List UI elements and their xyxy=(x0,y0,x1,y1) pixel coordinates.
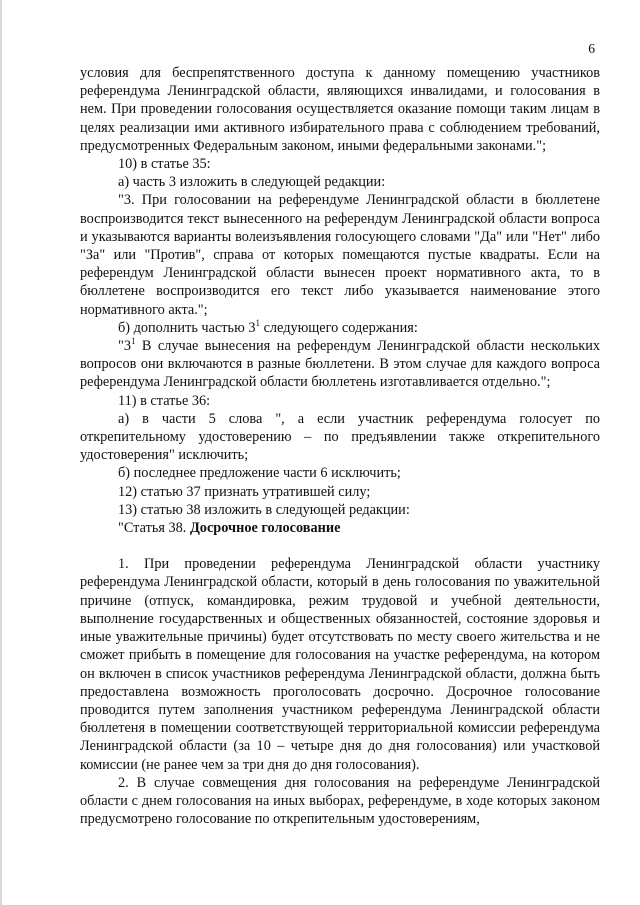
paragraph: 10) в статье 35: xyxy=(118,156,211,173)
paragraph: "3. При голосовании на референдуме Ленинградской области в бюллетене воспроизводится текст вынесенного на референдум Ленинградской области вопроса и указываются варианты волеизъявления голосующего словами "Да" или "Нет" либо "За" или "Против", справа от которых помещаются пустые квадраты. Если на референдум Ленинградской области вынесен проект нормативного акта, то в бюллетене воспроизводится его текст либо указывается наименование этого нормативного акта."; xyxy=(80,192,600,318)
superscript: 1 xyxy=(255,318,260,329)
paragraph: 13) статью 38 изложить в следующей редакции: xyxy=(118,501,410,518)
article-heading xyxy=(80,519,600,537)
paragraph: условия для беспрепятственного доступа к данному помещению участников референдума Ленинградской области, являющихся инвалидами, и голосования в нем. При проведении голосования осуществляется оказание помощи таким лицам в целях реализации ими активного избирательного права с соблюдением требований, предусмотренных Федеральным законом, иными федеральными законами."; xyxy=(80,65,600,154)
paragraph xyxy=(80,319,600,337)
article-number: "Статья 38. xyxy=(118,520,187,537)
paragraph: а) часть 3 изложить в следующей редакции: xyxy=(118,174,386,191)
article-title: Досрочное голосование xyxy=(189,520,341,537)
superscript: 1 xyxy=(131,336,136,347)
paragraph: 2. В случае совмещения дня голосования на референдуме Ленинградской области с днем голосования на иных выборах, референдуме, в ходе которых законом предусмотрено голосование по открепительным удостоверениям, xyxy=(80,774,600,828)
paragraph-text: следующего содержания: xyxy=(263,319,418,336)
paragraph: б) последнее предложение части 6 исключить; xyxy=(118,465,401,482)
scan-edge xyxy=(0,0,2,905)
spacer xyxy=(80,537,600,555)
document-body xyxy=(80,64,600,828)
paragraph-text: "3 xyxy=(118,338,131,355)
paragraph-text: б) дополнить частью 3 xyxy=(118,319,256,336)
paragraph-text: В случае вынесения на референдум Ленинградской области нескольких вопросов они включаются в разные бюллетени. В этом случае для каждого вопроса референдума Ленинградской области бюллетень изготавливается отдельно."; xyxy=(80,338,600,391)
paragraph: 12) статью 37 признать утратившей силу; xyxy=(118,483,371,500)
paragraph: 1. При проведении референдума Ленинградской области участнику референдума Ленинградской области, который в день голосования по уважительной причине (отпуск, командировка, режим трудовой и учебной деятельности, выполнение государственных и общественных обязанностей, состояние здоровья и иные уважительные причины) будет отсутствовать по месту своего жительства и не сможет прибыть в помещение для голосования на участке референдума, на котором он включен в список участников референдума Ленинградской области, должна быть предоставлена возможность проголосовать досрочно. Досрочное голосование проводится путем заполнения участником референдума Ленинградской области бюллетеня в помещении соответствующей территориальной комиссии референдума Ленинградской области (за 10 – четыре дня до дня голосования) или участковой комиссии (не ранее чем за три дня до дня голосования). xyxy=(80,556,600,773)
paragraph: 11) в статье 36: xyxy=(118,392,211,409)
paragraph: а) в части 5 слова ", а если участник референдума голосует по открепительному удостоверению – по предъявлении также открепительного удостоверения" исключить; xyxy=(80,410,600,464)
page-number: 6 xyxy=(588,41,595,56)
paragraph xyxy=(80,337,600,392)
